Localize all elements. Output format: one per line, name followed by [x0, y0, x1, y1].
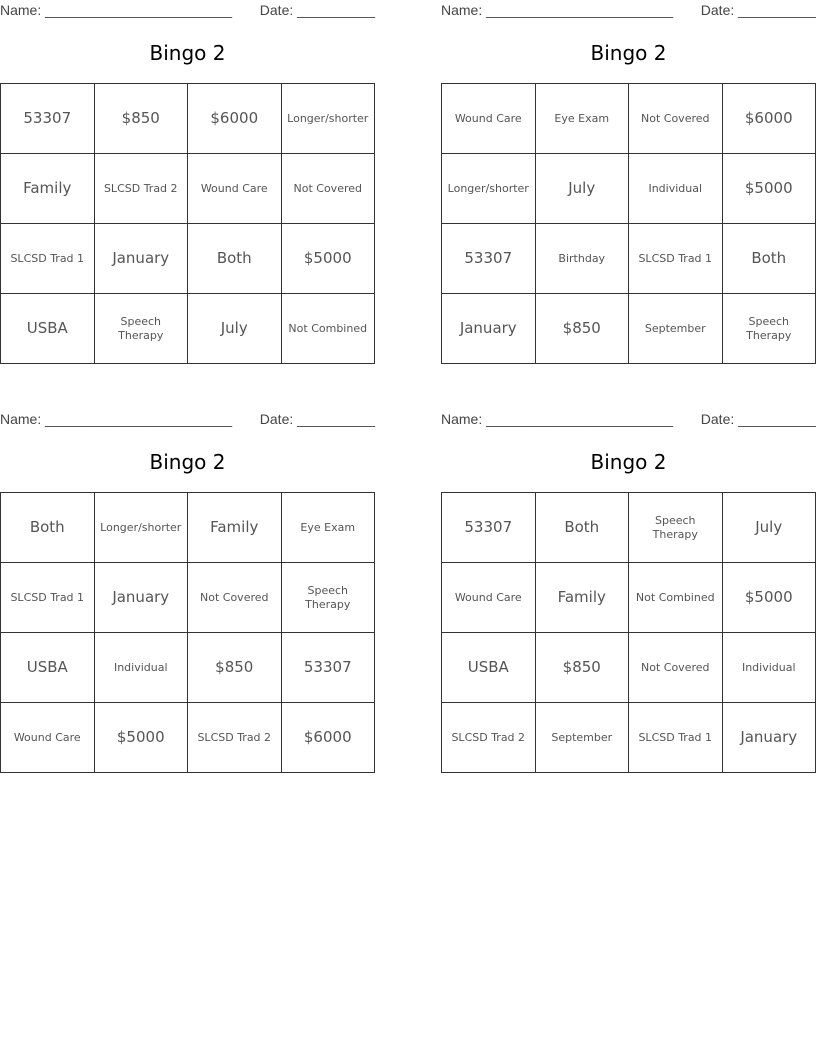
bingo-cell: Not Combined [629, 563, 723, 633]
bingo-cell: Speech Therapy [281, 563, 375, 633]
bingo-cell: SLCSD Trad 1 [629, 703, 723, 773]
bingo-cell: September [535, 703, 629, 773]
bingo-cell: January [442, 294, 536, 364]
bingo-row [1, 84, 375, 154]
bingo-cell: Both [188, 224, 282, 294]
bingo-cell: Birthday [535, 224, 629, 294]
bingo-cell: Speech Therapy [94, 294, 188, 364]
bingo-cell: January [94, 224, 188, 294]
bingo-cell: Individual [94, 633, 188, 703]
bingo-cell: $850 [94, 84, 188, 154]
bingo-cell: Not Covered [629, 633, 723, 703]
bingo-cell: Family [188, 493, 282, 563]
bingo-card-3 [0, 409, 375, 773]
name-field[interactable]: Name: ________________________ [0, 2, 232, 18]
bingo-cell: SLCSD Trad 2 [442, 703, 536, 773]
bingo-cell: $6000 [188, 84, 282, 154]
bingo-cell: 53307 [442, 224, 536, 294]
bingo-cell: September [629, 294, 723, 364]
bingo-cell: $850 [188, 633, 282, 703]
bingo-row [442, 703, 816, 773]
bingo-cell: 53307 [442, 493, 536, 563]
bingo-cell: Longer/shorter [94, 493, 188, 563]
bingo-cell: Eye Exam [535, 84, 629, 154]
bingo-row [442, 84, 816, 154]
card-title: Bingo 2 [590, 41, 667, 65]
name-field[interactable]: Name: ________________________ [441, 411, 673, 427]
bingo-card-2 [441, 0, 816, 364]
bingo-cell: Both [722, 224, 816, 294]
bingo-cell: $6000 [722, 84, 816, 154]
bingo-cell: USBA [1, 633, 95, 703]
bingo-row [442, 563, 816, 633]
date-field[interactable]: Date: __________ [700, 411, 816, 427]
bingo-cell: Individual [629, 154, 723, 224]
bingo-row [1, 633, 375, 703]
bingo-cell: Family [1, 154, 95, 224]
bingo-cell: Wound Care [1, 703, 95, 773]
bingo-cell: SLCSD Trad 2 [188, 703, 282, 773]
bingo-cell: Eye Exam [281, 493, 375, 563]
bingo-cell: Both [535, 493, 629, 563]
bingo-cell: Both [1, 493, 95, 563]
bingo-cell: Longer/shorter [281, 84, 375, 154]
bingo-grid [0, 83, 375, 364]
bingo-cell: SLCSD Trad 1 [1, 563, 95, 633]
bingo-card-4 [441, 409, 816, 773]
bingo-row [442, 224, 816, 294]
bingo-cell: July [188, 294, 282, 364]
bingo-cell: SLCSD Trad 1 [629, 224, 723, 294]
bingo-cell: Speech Therapy [629, 493, 723, 563]
bingo-cell: January [722, 703, 816, 773]
bingo-grid [441, 83, 816, 364]
bingo-cell: $850 [535, 633, 629, 703]
bingo-row [1, 703, 375, 773]
date-field[interactable]: Date: __________ [259, 411, 375, 427]
bingo-cell: July [535, 154, 629, 224]
bingo-cell: January [94, 563, 188, 633]
bingo-cell: Wound Care [442, 563, 536, 633]
card-title: Bingo 2 [590, 450, 667, 474]
bingo-row [1, 493, 375, 563]
bingo-cell: $6000 [281, 703, 375, 773]
name-field[interactable]: Name: ________________________ [0, 411, 232, 427]
bingo-cell: SLCSD Trad 1 [1, 224, 95, 294]
bingo-cell: SLCSD Trad 2 [94, 154, 188, 224]
bingo-row [442, 294, 816, 364]
bingo-cell: 53307 [281, 633, 375, 703]
bingo-cell: Wound Care [442, 84, 536, 154]
bingo-cell: $5000 [722, 154, 816, 224]
date-field[interactable]: Date: __________ [259, 2, 375, 18]
bingo-cell: $5000 [281, 224, 375, 294]
bingo-cell: Individual [722, 633, 816, 703]
bingo-cell: Longer/shorter [442, 154, 536, 224]
bingo-cell: Not Covered [281, 154, 375, 224]
bingo-cell: 53307 [1, 84, 95, 154]
bingo-cell: USBA [442, 633, 536, 703]
bingo-cell: Not Combined [281, 294, 375, 364]
bingo-row [442, 633, 816, 703]
bingo-row [1, 294, 375, 364]
bingo-row [442, 154, 816, 224]
bingo-row [1, 224, 375, 294]
bingo-cell: Family [535, 563, 629, 633]
card-title: Bingo 2 [149, 450, 226, 474]
bingo-card-1 [0, 0, 375, 364]
bingo-cell: Not Covered [188, 563, 282, 633]
bingo-cell: USBA [1, 294, 95, 364]
bingo-cell: July [722, 493, 816, 563]
bingo-row [442, 493, 816, 563]
bingo-cell: $5000 [722, 563, 816, 633]
bingo-cell: $850 [535, 294, 629, 364]
bingo-row [1, 563, 375, 633]
bingo-row [1, 154, 375, 224]
bingo-grid [441, 492, 816, 773]
bingo-cell: Speech Therapy [722, 294, 816, 364]
bingo-cell: $5000 [94, 703, 188, 773]
name-field[interactable]: Name: ________________________ [441, 2, 673, 18]
bingo-grid [0, 492, 375, 773]
bingo-cell: Wound Care [188, 154, 282, 224]
card-title: Bingo 2 [149, 41, 226, 65]
bingo-cell: Not Covered [629, 84, 723, 154]
date-field[interactable]: Date: __________ [700, 2, 816, 18]
